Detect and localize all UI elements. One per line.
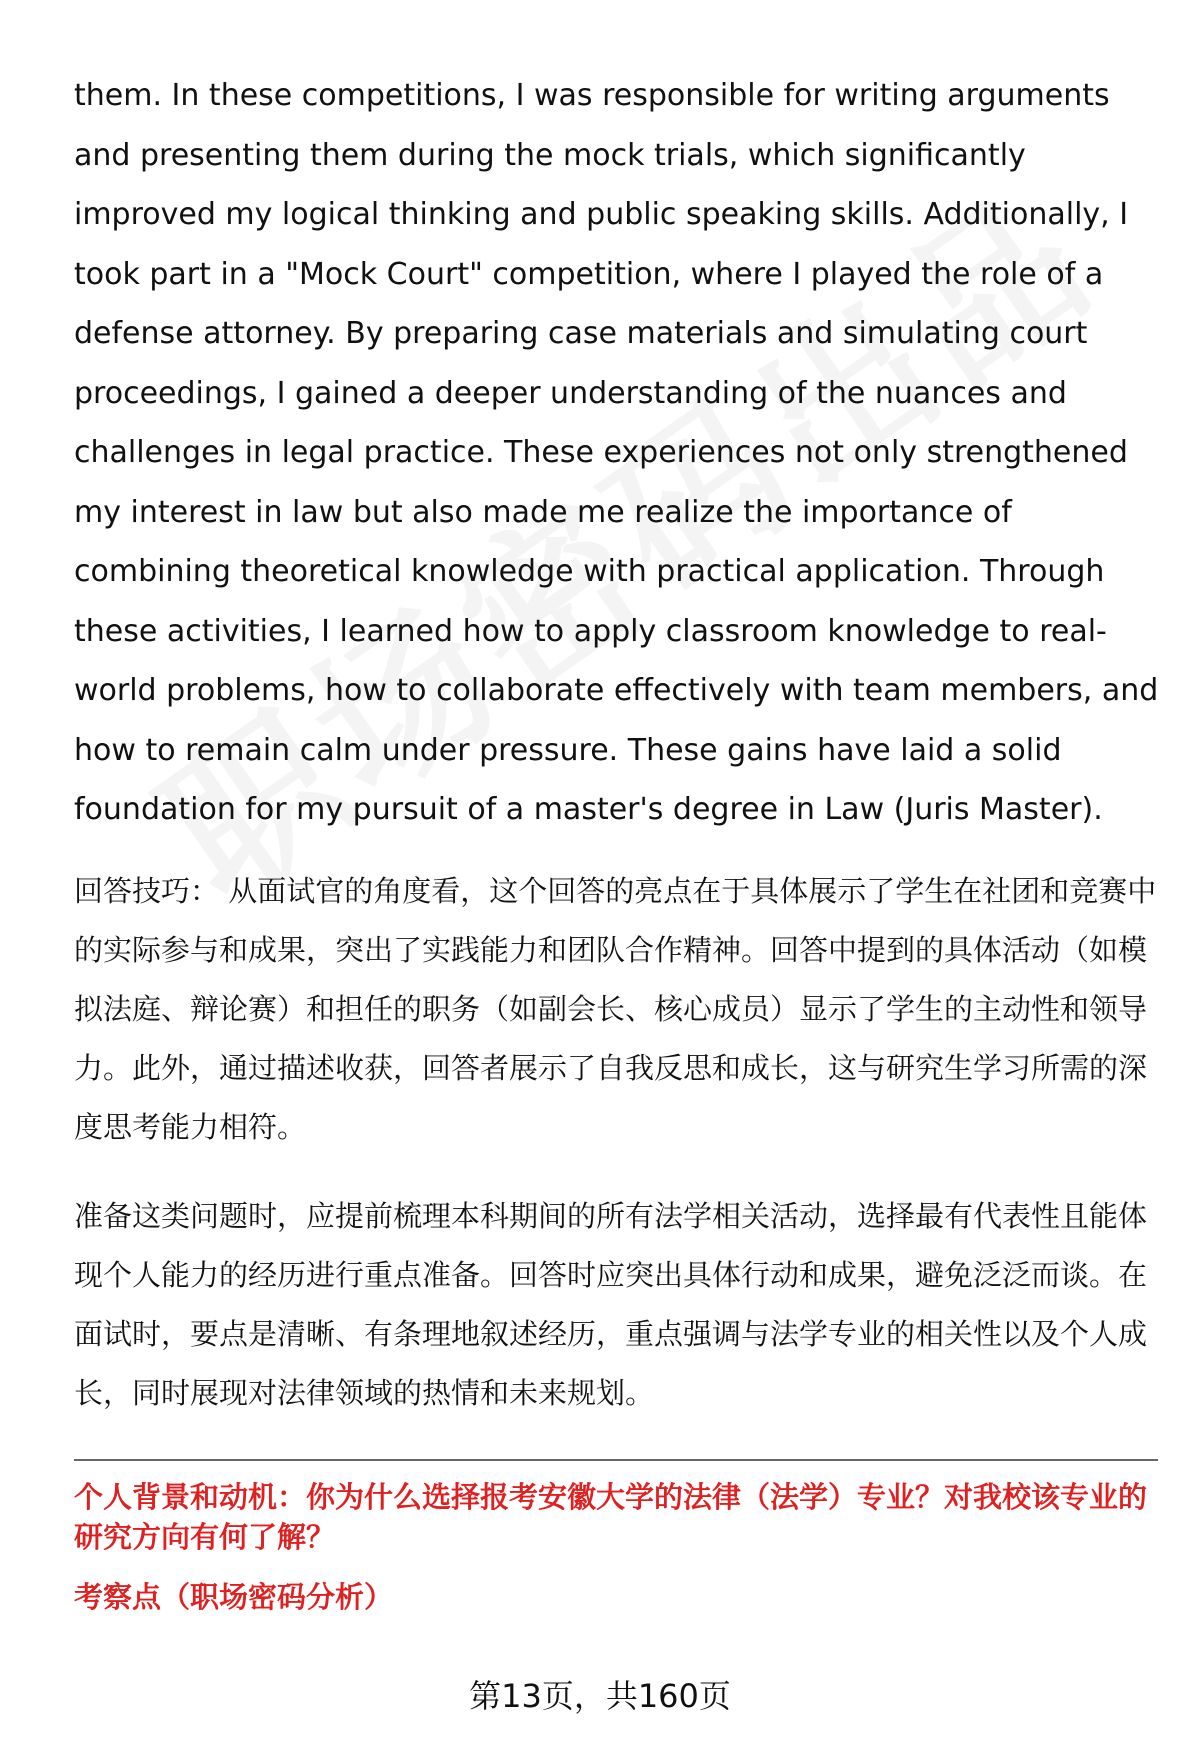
english-answer-paragraph: them. In these competitions, I was responsible for writing arguments and presenting them during the mock trials, which significantly improved my logical thinking and public speaking skills. Additionally, I took part in a "Mock Court" competition, where I played the role of a defense attorney. By preparing case materials and simulating court proceedings, I gained a deeper understanding of the nuances and challenges in legal practice. These experiences not only strengthened my interest in law but also made me realize the importance of combining theoretical knowledge with practical application. Through these activities, I learned how to apply classroom knowledge to real-world problems, how to collaborate effectively with team members, and how to remain calm under pressure. These gains have laid a solid foundation for my pursuit of a master's degree in Law (Juris Master).	[74, 78, 1159, 827]
section-divider	[74, 1459, 1158, 1461]
page-content	[74, 66, 1160, 1617]
answer-tips-paragraph: 回答技巧： 从面试官的角度看，这个回答的亮点在于具体展示了学生在社团和竞赛中的实际参与和成果，突出了实践能力和团队合作精神。回答中提到的具体活动（如模拟法庭、辩论赛）和担任的职务（如副会长、核心成员）显示了学生的主动性和领导力。此外，通过描述收获，回答者展示了自我反思和成长，这与研究生学习所需的深度思考能力相符。	[74, 873, 1157, 1144]
next-question-heading: 个人背景和动机：你为什么选择报考安徽大学的法律（法学）专业？对我校该专业的研究方向有何了解？	[74, 1479, 1148, 1554]
preparation-advice-paragraph: 准备这类问题时，应提前梳理本科期间的所有法学相关活动，选择最有代表性且能体现个人能力的经历进行重点准备。回答时应突出具体行动和成果，避免泛泛而谈。在面试时，要点是清晰、有条理地叙述经历，重点强调与法学专业的相关性以及个人成长，同时展现对法律领域的热情和未来规划。	[74, 1198, 1148, 1410]
analysis-subheading: 考察点（职场密码分析）	[74, 1579, 394, 1614]
page-number-footer: 第13页，共160页	[469, 1677, 731, 1715]
